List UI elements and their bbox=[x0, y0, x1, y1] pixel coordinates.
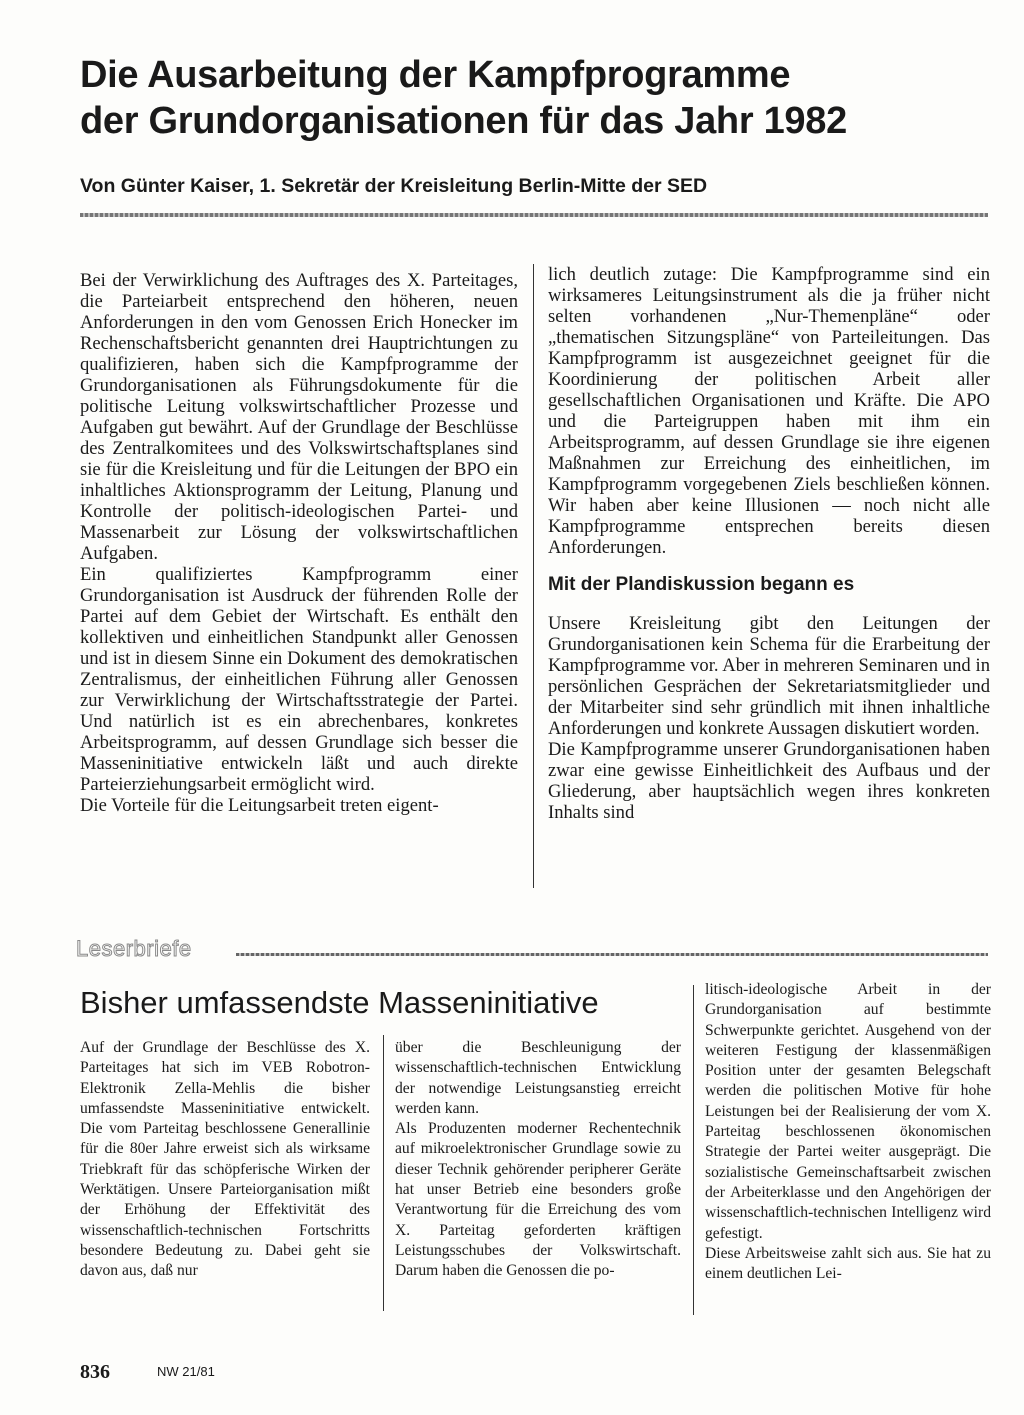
issue-label: NW 21/81 bbox=[157, 1364, 215, 1379]
article-byline: Von Günter Kaiser, 1. Sekretär der Kreisleitung Berlin-Mitte der SED bbox=[80, 175, 708, 197]
letter-paragraph: litisch-ideologische Arbeit in der Grundorganisation auf bestimmte Schwerpunkte gerichtet. Ausgehend von der weiteren Festigung der klassenmäßigen Position unter der gesamten Belegschaft werden die politischen Motive für hohe Leistungen bei der Realisierung der vom X. Parteitag beschlossenen ökonomischen Strategie der Partei weiter ausgeprägt. Die sozialistische Gemeinschaftsarbeit zwischen der Arbeiterklasse und den Angehörigen der wissenschaftlich-technischen Intelligenz wird gefestigt. bbox=[705, 981, 991, 1242]
article-paragraph: Bei der Verwirklichung des Auftrages des X. Parteitages, die Parteiarbeit entsprechend den höheren, neuen Anforderungen in den vom Genossen Erich Honecker im Rechenschaftsbericht genannten drei Hauptrichtungen zu qualifizieren, haben sich die Kampfprogramme der Grundorganisationen als Führungsdokumente für die politische Leitung volkswirtschaftlicher Prozesse und Aufgaben gut bewährt. Auf der Grundlage der Beschlüsse des Zentralkomitees und des Volkswirtschaftsplanes sind sie für die Kreisleitung und für die Leitungen der BPO ein inhaltliches Aktionsprogramm der Leitung, Planung und Kontrolle der politisch-ideologischen Partei- und Massenarbeit zur Lösung der volkswirtschaftlichen Aufgaben. bbox=[80, 270, 518, 564]
letter-column-3 bbox=[705, 980, 991, 1284]
article-paragraph: Ein qualifiziertes Kampfprogramm einer Grundorganisation ist Ausdruck der führenden Rolle der Partei auf dem Gebiet der Wirtschaft. Es enthält den kollektiven und einheitlichen Standpunkt aller Genossen und ist in diesem Sinne ein Dokument des demokratischen Zentralismus, der einheitlichen Führung aller Genossen zur Verwirklichung der Wirtschaftsstrategie der Partei. Und natürlich ist es ein abrechenbares, konkretes Arbeitsprogramm, auf dessen Grundlage sich besser die Masseninitiative entwickeln läßt und auch direkte Parteierziehungsarbeit ermöglicht wird. bbox=[80, 564, 518, 795]
letter-paragraph: Als Produzenten moderner Rechentechnik auf mikroelektronischer Grundlage sowie zu dieser Technik gehörender peripherer Geräte hat unser Betrieb eine besonders große Verantwortung für die Erreichung des vom X. Parteitag geforderten kräftigen Leistungsschubes der Volkswirtschaft. Darum haben die Genossen die po- bbox=[395, 1120, 681, 1280]
letter-headline: Bisher umfassendste Masseninitiative bbox=[80, 985, 599, 1020]
column-divider bbox=[533, 264, 534, 888]
article-title bbox=[80, 52, 1000, 144]
letters-section-label: Leserbriefe bbox=[76, 936, 192, 961]
article-title-line-1: Die Ausarbeitung der Kampfprogramme bbox=[80, 54, 791, 96]
article-paragraph: lich deutlich zutage: Die Kampfprogramme sind ein wirksameres Leitungsinstrument als die ja früher nicht selten vorhandenen „Nur-Themenpläne“ oder „thematischen Sitzungspläne“ von Parteileitungen. Das Kampfprogramm ist ausgezeichnet geeignet für die Koordinierung der politischen Arbeit aller gesellschaftlichen Organisationen und Kräfte. Die APO und die Parteigruppen haben mit ihm ein Arbeitsprogramm, auf dessen Grundlage sie ihre eigenen Maßnahmen zur Erreichung des einheitlichen, im Kampfprogramm vorgegebenen Ziels beschließen können. Wir haben aber keine Illusionen — noch nicht alle Kampfprogramme entsprechen bereits diesen Anforderungen. bbox=[548, 264, 990, 558]
article-paragraph: Die Kampfprogramme unserer Grundorganisationen haben zwar eine gewisse Einheitlichkeit des Aufbaus und der Gliederung, aber hauptsächlich wegen ihres konkreten Inhalts sind bbox=[548, 739, 990, 823]
article-paragraph: Die Vorteile für die Leitungsarbeit treten eigent- bbox=[80, 795, 439, 816]
letter-column-2 bbox=[395, 1038, 681, 1282]
article-subheading: Mit der Plandiskussion begann es bbox=[548, 574, 855, 595]
letters-rule bbox=[236, 953, 988, 956]
article-title-line-2: der Grundorganisationen für das Jahr 1982 bbox=[80, 100, 847, 142]
letter-paragraph: Auf der Grundlage der Beschlüsse des X. Parteitages hat sich im VEB Robotron-Elektronik Zella-Mehlis die bisher umfassendste Masseninitiative entwickelt. Die vom Parteitag beschlossene Generallinie für die 80er Jahre erweist sich als wirksame Triebkraft für das schöpferische Wirken der Werktätigen. Unsere Parteiorganisation mißt der Erhöhung der Effektivität des wissenschaftlich-technischen Fortschritts besondere Bedeutung zu. Dabei geht sie davon aus, daß nur bbox=[80, 1039, 370, 1280]
letter-column-1 bbox=[80, 1038, 370, 1282]
article-column-left bbox=[80, 270, 518, 816]
letter-paragraph: Diese Arbeitsweise zahlt sich aus. Sie hat zu einem deutlichen Lei- bbox=[705, 1244, 991, 1283]
title-rule bbox=[80, 213, 988, 217]
article-paragraph: Unsere Kreisleitung gibt den Leitungen der Grundorganisationen kein Schema für die Erarbeitung der Kampfprogramme vor. Aber in mehreren Seminaren und in persönlichen Gesprächen der Sekretariatsmitglieder und der Mitarbeiter sind sehr gründlich mit ihnen inhaltliche Anforderungen und konkrete Aussagen diskutiert worden. bbox=[548, 613, 990, 739]
article-column-right bbox=[548, 264, 990, 823]
letter-divider bbox=[693, 985, 694, 1315]
letter-paragraph: über die Beschleunigung der wissenschaftlich-technischen Entwicklung der notwendige Leistungsanstieg erreicht werden kann. bbox=[395, 1039, 681, 1117]
page-number: 836 bbox=[80, 1361, 110, 1383]
letter-divider bbox=[383, 1035, 384, 1311]
